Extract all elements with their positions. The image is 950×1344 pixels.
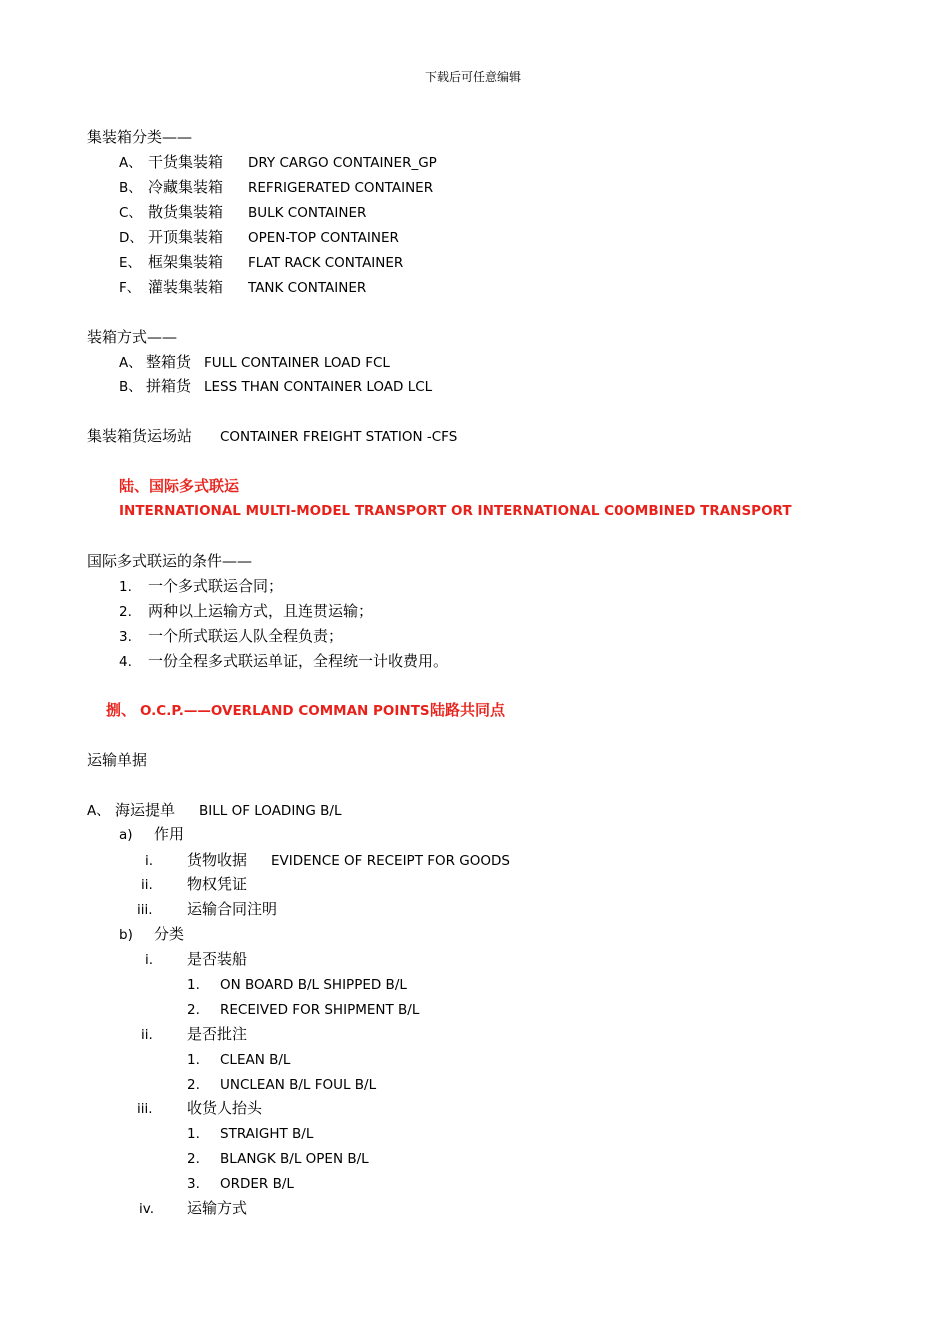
category-i-text: 是否装船 [187, 950, 248, 968]
category-iii-3-num: 3. [187, 1176, 200, 1192]
function-i-cn: 货物收据 [187, 851, 248, 869]
loading-b-marker: B、 [119, 379, 142, 395]
category-iii-1-text: STRAIGHT B/L [220, 1126, 314, 1142]
container-c-cn: 散货集装箱 [148, 203, 224, 221]
category-i-2-num: 2. [187, 1002, 200, 1018]
category-ii-1-text: CLEAN B/L [220, 1052, 291, 1068]
loading-a-cn: 整箱货 [146, 353, 192, 371]
category-ii-2-num: 2. [187, 1077, 200, 1093]
container-a-cn: 干货集装箱 [148, 153, 224, 171]
bl-en: BILL OF LOADING B/L [199, 803, 342, 819]
container-e-en: FLAT RACK CONTAINER [248, 255, 404, 271]
container-d-en: OPEN-TOP CONTAINER [248, 230, 399, 246]
function-i-en: EVIDENCE OF RECEIPT FOR GOODS [271, 853, 510, 869]
bl-marker: A、 [87, 803, 110, 819]
container-f-cn: 灌装集装箱 [148, 278, 224, 296]
loading-b-cn: 拼箱货 [146, 377, 192, 395]
category-ii-text: 是否批注 [187, 1025, 248, 1043]
condition-2-num: 2. [119, 604, 132, 620]
function-text: 作用 [154, 825, 185, 843]
condition-4-num: 4. [119, 654, 132, 670]
cfs-en: CONTAINER FREIGHT STATION -CFS [220, 429, 458, 445]
container-b-en: REFRIGERATED CONTAINER [248, 180, 434, 196]
container-d-marker: D、 [119, 230, 143, 246]
condition-3-num: 3. [119, 629, 132, 645]
ocp-prefix: 捌、 [106, 701, 137, 719]
category-ii-marker: ii. [141, 1027, 153, 1043]
container-a-en: DRY CARGO CONTAINER_GP [248, 155, 437, 171]
category-text: 分类 [154, 925, 185, 943]
container-e-cn: 框架集装箱 [148, 253, 224, 271]
container-b-cn: 冷藏集装箱 [148, 178, 224, 196]
category-ii-1-num: 1. [187, 1052, 200, 1068]
category-iii-1-num: 1. [187, 1126, 200, 1142]
cfs-cn: 集装箱货运场站 [87, 427, 193, 445]
function-iii-cn: 运输合同注明 [187, 900, 278, 918]
container-f-marker: F、 [119, 280, 141, 296]
page-header: 下载后可任意编辑 [425, 70, 522, 84]
container-c-marker: C、 [119, 205, 142, 221]
category-i-2-text: RECEIVED FOR SHIPMENT B/L [220, 1002, 420, 1018]
containers-title: 集装箱分类—— [87, 128, 193, 146]
category-iii-2-num: 2. [187, 1151, 200, 1167]
container-e-marker: E、 [119, 255, 142, 271]
condition-2-text: 两种以上运输方式，且连贯运输； [148, 602, 374, 620]
container-f-en: TANK CONTAINER [248, 280, 367, 296]
category-i-1-text: ON BOARD B/L SHIPPED B/L [220, 977, 407, 993]
loading-a-en: FULL CONTAINER LOAD FCL [204, 355, 390, 371]
function-ii-cn: 物权凭证 [187, 875, 248, 893]
condition-4-text: 一份全程多式联运单证，全程统一计收费用。 [148, 652, 449, 670]
container-d-cn: 开顶集装箱 [148, 228, 224, 246]
category-iii-3-text: ORDER B/L [220, 1176, 294, 1192]
category-iii-text: 收货人抬头 [187, 1099, 263, 1117]
loading-title: 装箱方式—— [87, 328, 178, 346]
multimodal-heading-en: INTERNATIONAL MULTI-MODEL TRANSPORT OR INTERNATIONAL C0OMBINED TRANSPORT [119, 503, 792, 519]
category-iii-marker: iii. [137, 1101, 153, 1117]
condition-3-text: 一个所式联运人队全程负责； [148, 627, 344, 645]
loading-a-marker: A、 [119, 355, 142, 371]
function-iii-marker: iii. [137, 902, 153, 918]
category-i-1-num: 1. [187, 977, 200, 993]
condition-1-text: 一个多式联运合同； [148, 577, 284, 595]
category-iv-marker: iv. [139, 1201, 154, 1217]
container-b-marker: B、 [119, 180, 142, 196]
container-c-en: BULK CONTAINER [248, 205, 367, 221]
category-ii-2-text: UNCLEAN B/L FOUL B/L [220, 1077, 377, 1093]
docs-title: 运输单据 [87, 751, 148, 769]
function-ii-marker: ii. [141, 877, 153, 893]
ocp-en: O.C.P.——OVERLAND COMMAN POINTS [140, 703, 430, 719]
category-marker: b) [119, 927, 133, 943]
category-i-marker: i. [145, 952, 154, 968]
category-iii-2-text: BLANGK B/L OPEN B/L [220, 1151, 369, 1167]
condition-1-num: 1. [119, 579, 132, 595]
multimodal-heading-cn: 陆、国际多式联运 [119, 477, 240, 495]
function-i-marker: i. [145, 853, 154, 869]
ocp-cn: 陆路共同点 [430, 701, 506, 719]
loading-b-en: LESS THAN CONTAINER LOAD LCL [204, 379, 433, 395]
function-marker: a) [119, 827, 133, 843]
bl-cn: 海运提单 [115, 801, 176, 819]
conditions-title: 国际多式联运的条件—— [87, 552, 253, 570]
category-iv-text: 运输方式 [187, 1199, 248, 1217]
container-a-marker: A、 [119, 155, 142, 171]
